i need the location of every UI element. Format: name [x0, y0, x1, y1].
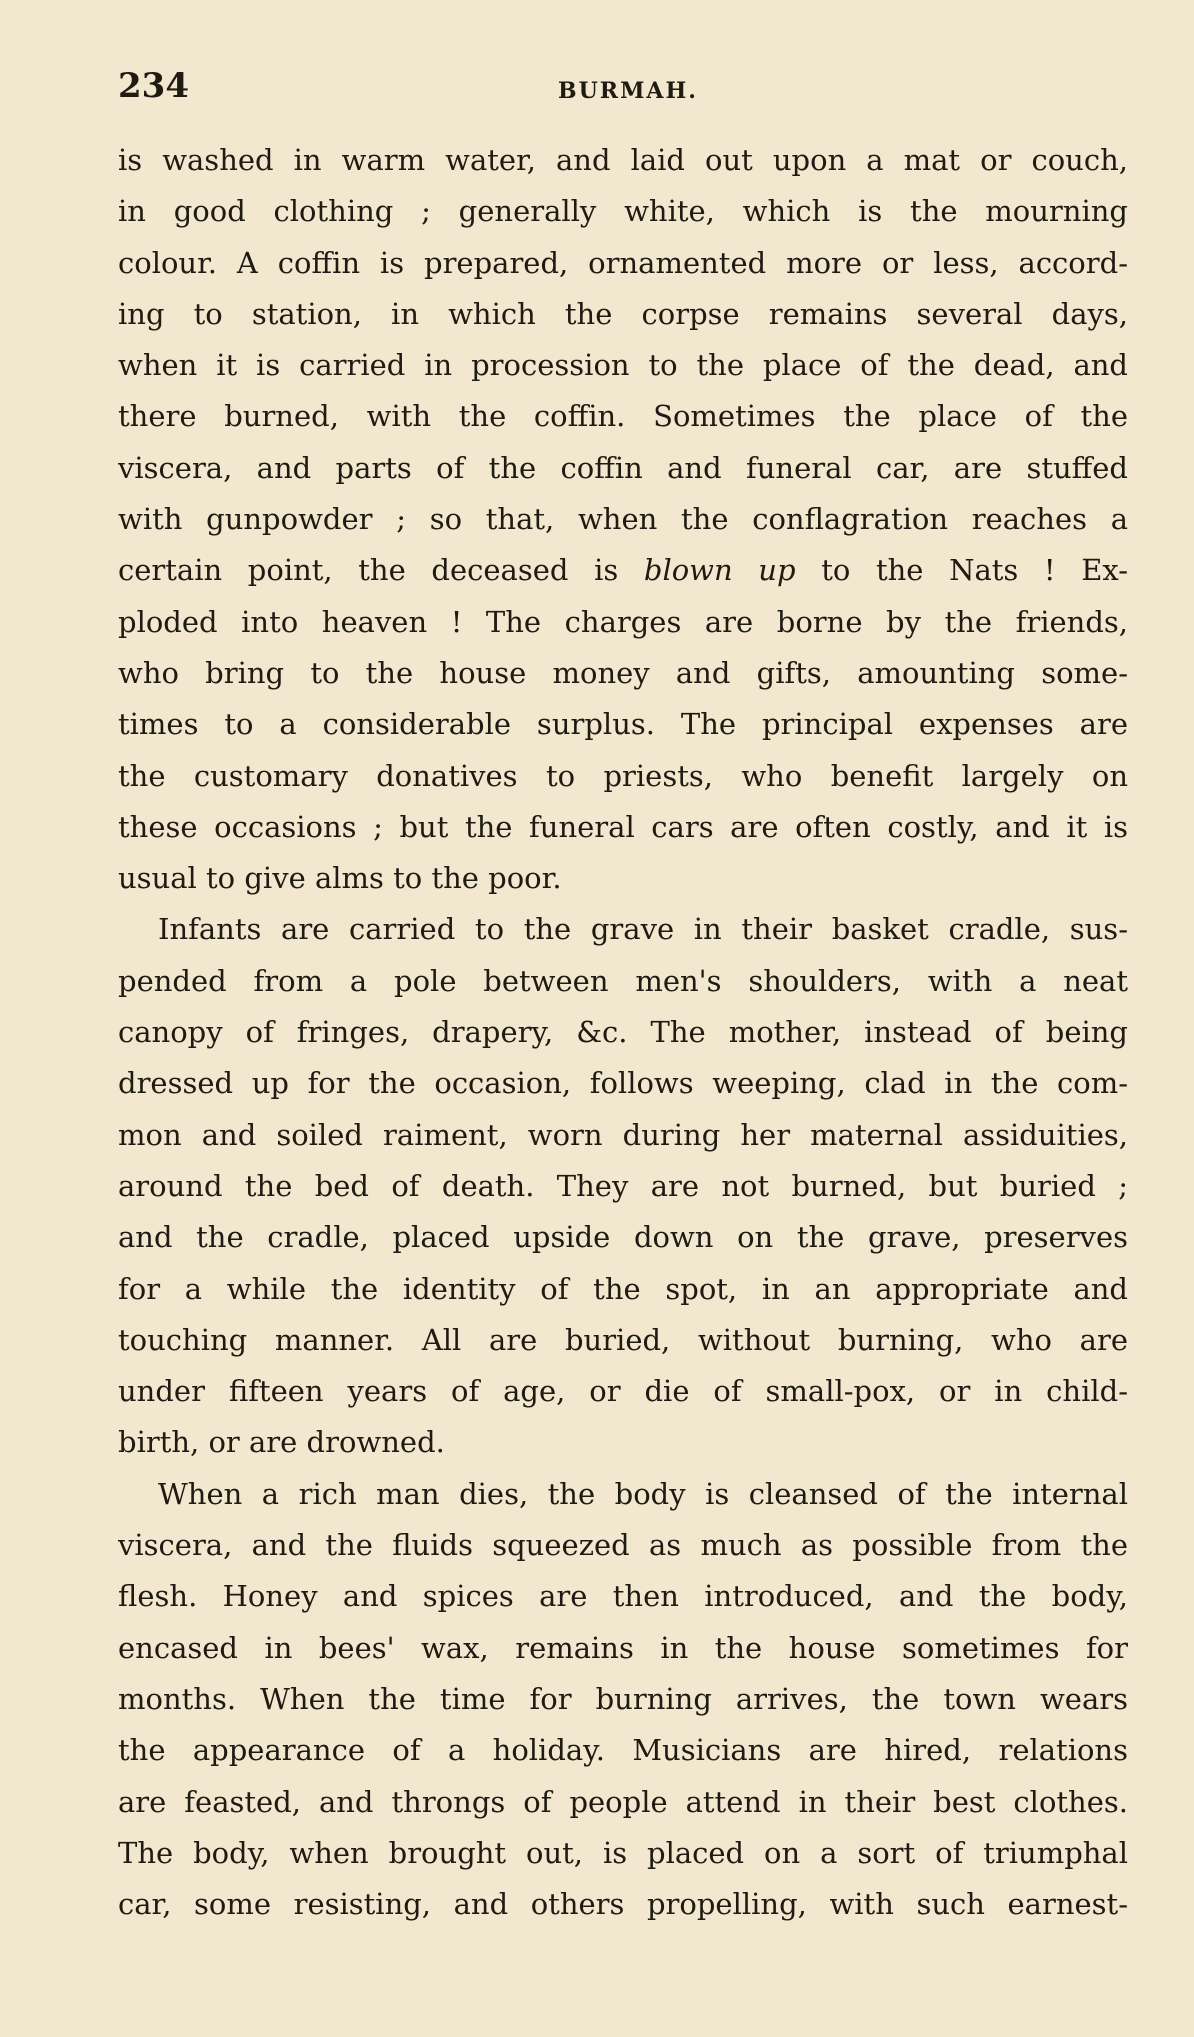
text-line: birth, or are drowned.: [118, 1425, 445, 1460]
text-line: viscera, and parts of the coffin and funeral car, are stuffed: [118, 450, 1128, 485]
text-line: ploded into heaven ! The charges are borne by the friends,: [118, 604, 1128, 639]
text-line: with gunpowder ; so that, when the conflagration reaches a: [118, 502, 1128, 537]
text-line: when it is carried in procession to the place of the dead, and: [118, 348, 1128, 383]
italic-emphasis: blown up: [643, 553, 796, 588]
text-line: ing to station, in which the corpse remains several days,: [118, 296, 1128, 331]
text-line: canopy of fringes, drapery, &c. The mother, instead of being: [118, 1015, 1128, 1050]
text-line: who bring to the house money and gifts, amounting some-: [118, 655, 1128, 690]
text-line: times to a considerable surplus. The principal expenses are: [118, 707, 1128, 742]
text-line: is washed in warm water, and laid out upon a mat or couch,: [118, 143, 1128, 177]
text-line: Infants are carried to the grave in their basket cradle, sus-: [158, 912, 1128, 947]
text-line: touching manner. All are buried, without burning, who are: [118, 1322, 1128, 1357]
text-line: viscera, and the fluids squeezed as much as possible from the: [118, 1528, 1128, 1563]
page-number: 234: [118, 66, 189, 106]
text-line: usual to give alms to the poor.: [118, 861, 562, 896]
text-line: are feasted, and throngs of people attend in their best clothes.: [118, 1784, 1128, 1819]
text-line: colour. A coffin is prepared, ornamented more or less, accord-: [118, 245, 1128, 280]
running-head: BURMAH.: [558, 78, 698, 104]
text-segment: certain point, the deceased is: [118, 553, 644, 588]
text-line: under fifteen years of age, or die of small-pox, or in child-: [118, 1374, 1128, 1409]
text-line: encased in bees' wax, remains in the house sometimes for: [118, 1630, 1128, 1665]
text-line: dressed up for the occasion, follows weeping, clad in the com-: [118, 1066, 1128, 1101]
page-header: [118, 66, 1128, 118]
text-line: and the cradle, placed upside down on the grave, preserves: [118, 1220, 1128, 1255]
text-line: car, some resisting, and others propelling, with such earnest-: [118, 1887, 1128, 1922]
text-line: these occasions ; but the funeral cars are often costly, and it is: [118, 809, 1128, 844]
text-line: flesh. Honey and spices are then introduced, and the body,: [118, 1579, 1128, 1614]
text-line: for a while the identity of the spot, in an appropriate and: [118, 1271, 1128, 1306]
text-segment: to the Nats ! Ex-: [795, 553, 1128, 588]
text-line: there burned, with the coffin. Sometimes the place of the: [118, 399, 1128, 434]
text-line: [118, 545, 1128, 596]
text-line: pended from a pole between men's shoulders, with a neat: [118, 963, 1128, 998]
body-text: [118, 135, 1128, 1930]
text-line: When a rich man dies, the body is cleansed of the internal: [158, 1476, 1128, 1511]
text-line: the customary donatives to priests, who benefit largely on: [118, 758, 1128, 793]
text-line: the appearance of a holiday. Musicians are hired, relations: [118, 1733, 1128, 1768]
text-line: months. When the time for burning arrives, the town wears: [118, 1681, 1128, 1716]
text-line: in good clothing ; generally white, which is the mourning: [118, 194, 1128, 229]
text-line: mon and soiled raiment, worn during her maternal assiduities,: [118, 1117, 1128, 1152]
text-line: The body, when brought out, is placed on a sort of triumphal: [118, 1835, 1128, 1870]
text-line: around the bed of death. They are not burned, but buried ;: [118, 1168, 1128, 1203]
